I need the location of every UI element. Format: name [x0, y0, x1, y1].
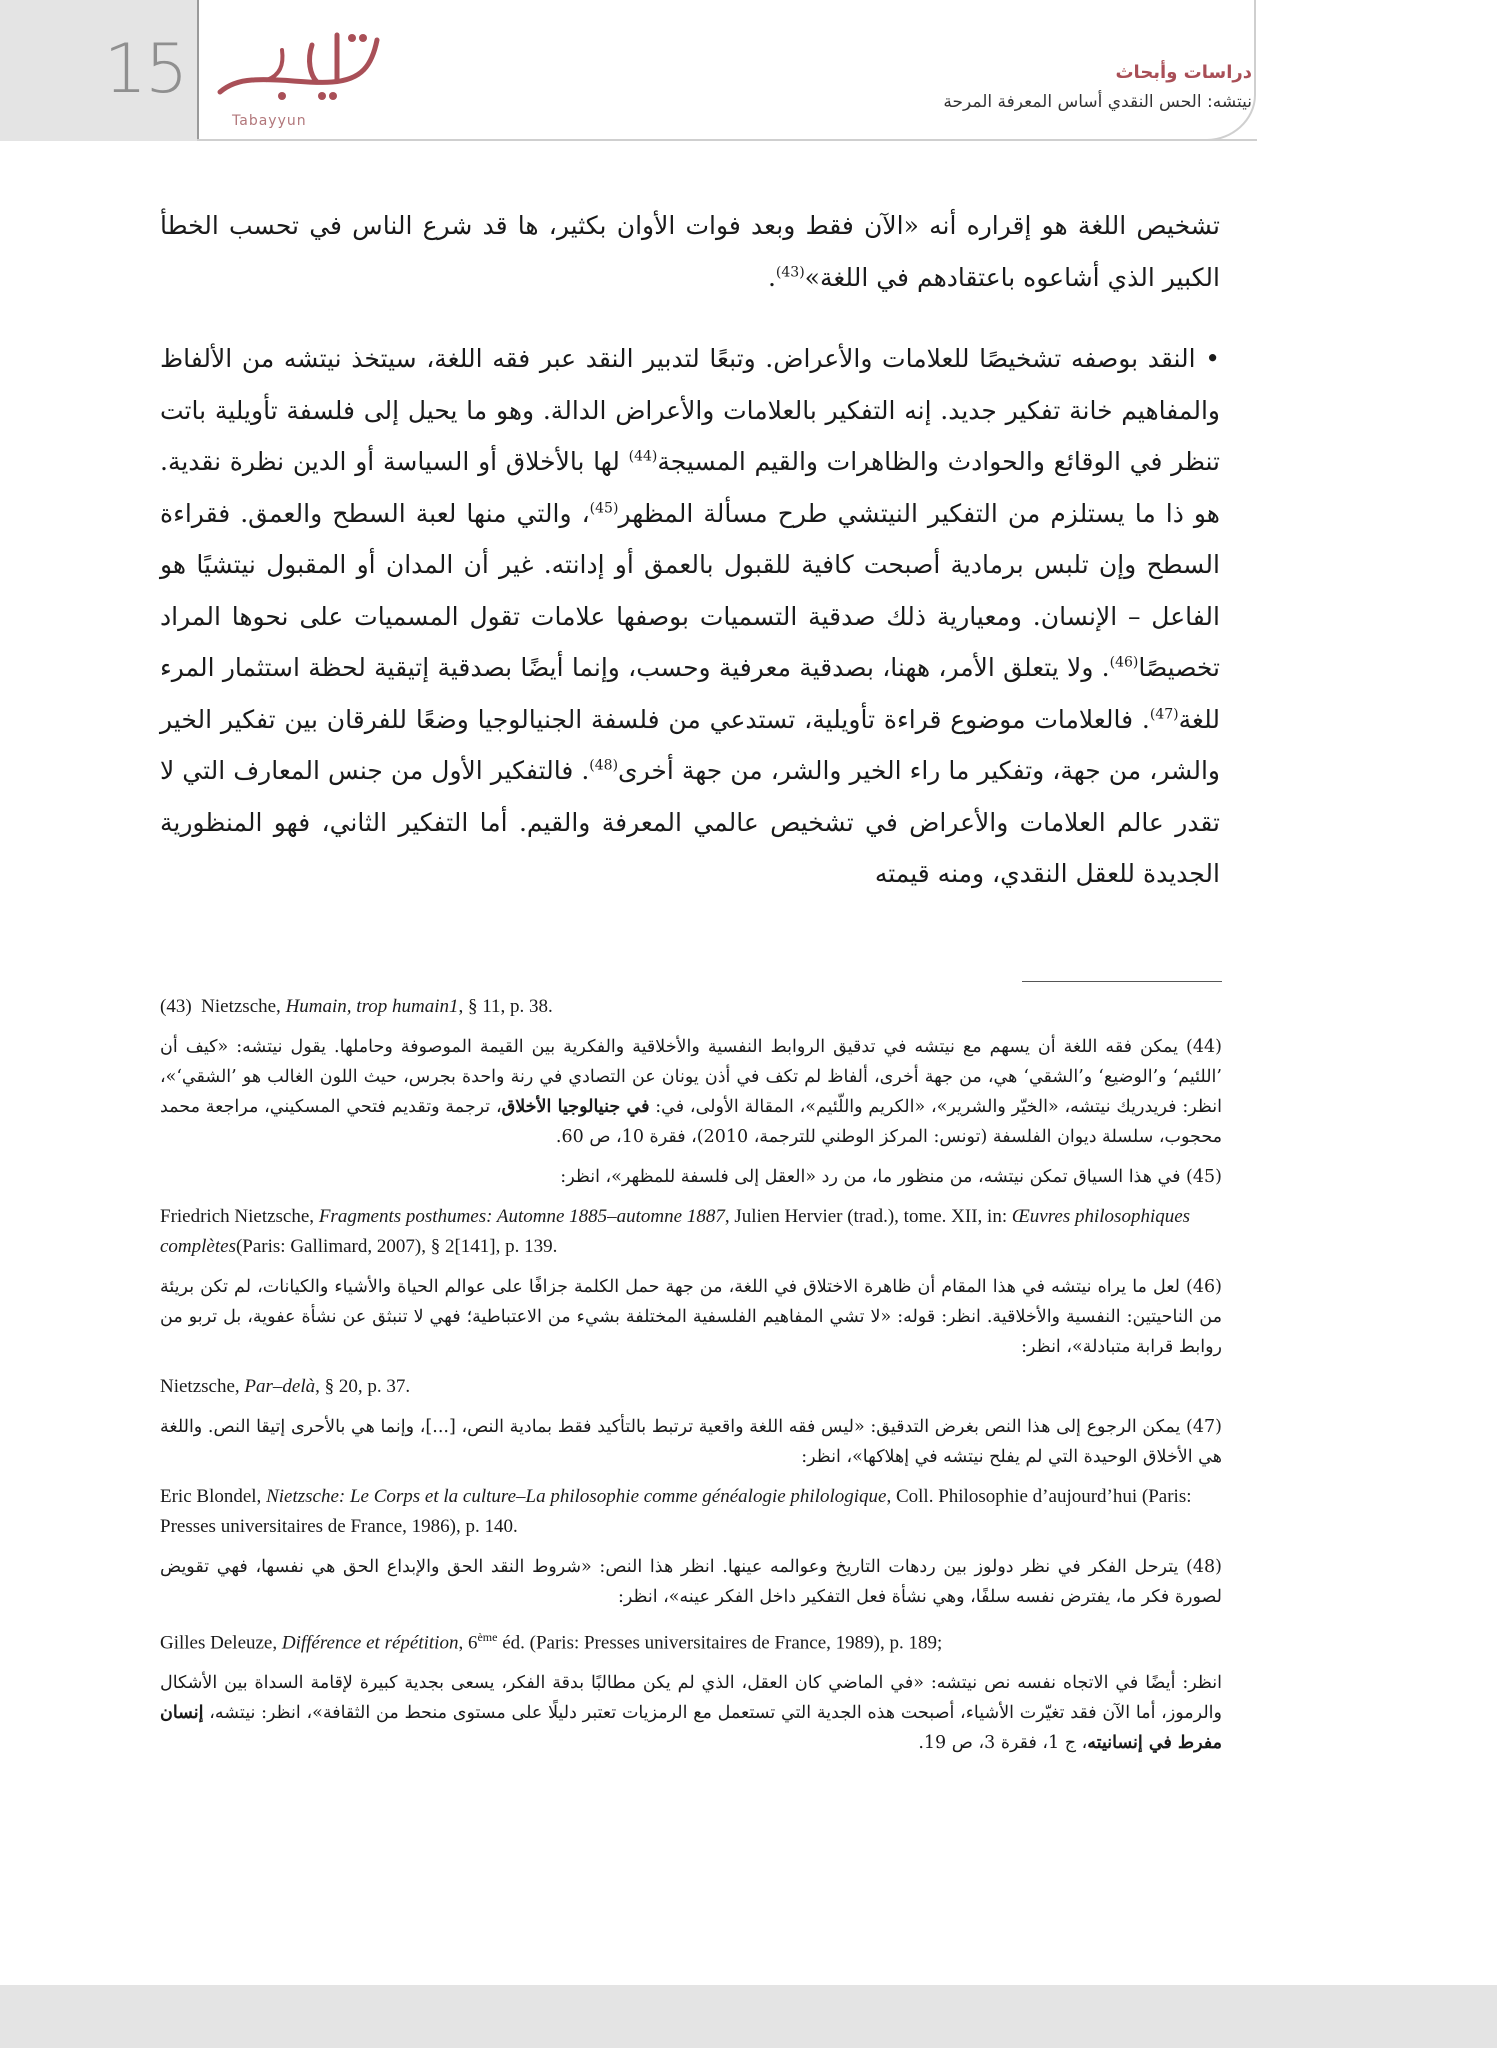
footnote-48-continued	[160, 1668, 1222, 1758]
paragraph-2-text-d: . ولا يتعلق الأمر، ههنا، بصدقية معرفية وحسب، وإنما أيضًا بصدقية إتيقية لحظة استثمار المرء للغة	[160, 653, 1220, 734]
footnote-46-citation	[160, 1372, 1222, 1402]
paragraph-2-text-f: . فالتفكير الأول من جنس المعارف التي لا تقدر عالم العلامات والأعراض في تشخيص عالمي المعرفة والقيم. أما التفكير الثاني، فهو المنظورية الجديدة للعقل النقدي، ومنه قيمته	[160, 756, 1220, 888]
footnote-43-rest: , § 11, p. 38.	[458, 996, 553, 1017]
footnote-47	[160, 1412, 1222, 1472]
footnote-44-book-title: في جنيالوجيا الأخلاق	[501, 1097, 650, 1117]
footnote-ref-47[interactable]: (47)	[1149, 706, 1179, 723]
footnote-48-author: Gilles Deleuze,	[160, 1632, 282, 1654]
footnote-separator	[1022, 981, 1222, 982]
footnote-43-title: Humain, trop humain1	[285, 996, 459, 1017]
footnote-45-mid: , Julien Hervier (trad.), tome. XII, in:	[724, 1206, 1012, 1227]
footnote-45-text: (45) في هذا السياق تمكن نيتشه، من منظور ما، من رد «العقل إلى فلسفة للمظهر»، انظر:	[560, 1167, 1222, 1187]
footnote-46-text: (46) لعل ما يراه نيتشه في هذا المقام أن ظاهرة الاختلاق في اللغة، من جهة حمل الكلمة جزافًا على عوالم الحياة والأشياء والكيانات، لم تكن بريئة من الناحيتين: النفسية والأخلاقية. انظر: قوله: «لا تشي المفاهيم الفلسفية المختلفة بشيء من الاعتباطية؛ فهي لا تنبثق عن نشأة عفوية، بل تربو من روابط قرابة متبادلة»، انظر:	[160, 1277, 1222, 1357]
tabayyun-logo-icon	[212, 20, 387, 115]
footnote-46-author: Nietzsche,	[160, 1376, 245, 1397]
article-running-title: نيتشه: الحس النقدي أساس المعرفة المرحة	[943, 92, 1252, 112]
footnote-48b-rest: ، ج 1، فقرة 3، ص 19.	[918, 1733, 1088, 1754]
footnote-48b-book-title: إنسان مفرط في إنسانيته	[160, 1703, 1222, 1754]
footnote-45-title: Fragments posthumes: Automne 1885–automne 1887	[318, 1206, 725, 1227]
footnote-48-edition-sup: ème	[477, 1630, 498, 1644]
footnote-48-edition: , 6	[458, 1632, 478, 1654]
footnote-47-citation	[160, 1482, 1222, 1542]
footnote-44	[160, 1032, 1222, 1152]
paragraph-2-text-c: ، والتي منها لعبة السطح والعمق. فقراءة السطح وإن تلبس برمادية أصبحت كافية للقبول بالعمق أو إدانته. غير أن المدان أو المقبول نيتشيًا هو الفاعل – الإنسان. ومعيارية ذلك صدقية التسميات بوصفها علامات تقول المسميات على نحوها المراد تخصيصًا	[160, 498, 1220, 682]
footnote-48-text: (48) يترحل الفكر في نظر دولوز بين ردهات التاريخ وعوالمه عينها. انظر هذا النص: «شروط النقد الحق والإبداع الحق هي نفسها، فهي تقويض لصورة فكر ما، يفترض نفسه سلفًا، وهي نشأة فعل التفكير داخل الفكر عينه»، انظر:	[160, 1557, 1222, 1607]
footnote-46	[160, 1272, 1222, 1362]
footnote-43-number: (43)	[160, 996, 192, 1017]
footnote-45-citation	[160, 1202, 1222, 1262]
footnote-ref-43[interactable]: (43)	[775, 264, 805, 281]
footnote-ref-44[interactable]: (44)	[628, 448, 658, 465]
paragraph-2	[160, 333, 1220, 900]
journal-logo	[212, 20, 387, 135]
main-text	[160, 200, 1220, 900]
footnote-ref-46[interactable]: (46)	[1109, 654, 1139, 671]
logo-latin-text: Tabayyun	[232, 113, 307, 129]
footnote-44-text: (44) يمكن فقه اللغة أن يسهم مع نيتشه في تدقيق الروابط النفسية والأخلاقية والفكرية بين القيمة الموصوفة وحاملها. يقول نيتشه: «كيف أن ’اللئيم‘ و’الوضيع‘ و’الشقي‘ هي، من جهة أخرى، ألفاظ لم تكف في أذن يونان عن التصادي في رنة واحدة بجرس، حيث اللون الغالب هو ’الشقي‘»، انظر: فريدريك نيتشه، «الخيّر والشرير»، «الكريم واللّئيم»، المقالة الأولى، في:	[160, 1037, 1222, 1117]
header-divider	[197, 0, 199, 141]
footnote-43-author: Nietzsche,	[201, 996, 286, 1017]
footnote-48b-text: انظر: أيضًا في الاتجاه نفسه نص نيتشه: «في الماضي كان العقل، الذي لم يكن مطالبًا بدقة الفكر، يسعى بجدية كبيرة لإقامة السداة بين الأشكال والرموز، أما الآن فقد تغيّرت الأشياء، أصبحت هذه الجدية التي تستعمل مع الرمزيات تعتبر دليلًا على مستوى منحط من الثقافة»، انظر: نيتشه،	[160, 1673, 1222, 1724]
footnote-ref-45[interactable]: (45)	[589, 500, 619, 517]
footnote-ref-48[interactable]: (48)	[589, 757, 619, 774]
page-number: 15	[103, 30, 187, 109]
footnote-48-title: Différence et répétition	[281, 1632, 459, 1654]
footnote-48-rest: éd. (Paris: Presses universitaires de France, 1989), p. 189;	[497, 1632, 943, 1654]
page-footer-band	[0, 1985, 1497, 2048]
footnote-46-title: Par–delà	[244, 1376, 316, 1397]
footnote-45-series-title: Œuvres philosophiques complètes	[160, 1206, 1191, 1257]
paragraph-1: تشخيص اللغة هو إقراره أنه «الآن فقط وبعد فوات الأوان بكثير، ها قد شرع الناس في تحسب الخطأ الكبير الذي أشاعوه باعتقادهم في اللغة»$^{(43)}$.	[160, 211, 1220, 292]
paragraph-1-text: تشخيص اللغة هو إقراره أنه «الآن فقط وبعد فوات الأوان بكثير، ها قد شرع الناس في تحسب الخطأ الكبير الذي أشاعوه باعتقادهم في اللغة»	[160, 211, 1220, 292]
footnote-48-citation	[160, 1622, 1222, 1658]
footnote-44-rest: ، ترجمة وتقديم فتحي المسكيني، مراجعة محمد محجوب، سلسلة ديوان الفلسفة (تونس: المركز الوطني للترجمة، 2010)، فقرة 10، ص 60.	[160, 1097, 1222, 1147]
footnotes	[160, 992, 1222, 1768]
paragraph-2-text-e: . فالعلامات موضوع قراءة تأويلية، تستدعي من فلسفة الجنيالوجيا وضعًا للفرقان بين تفكير الخير والشر، من جهة، وتفكير ما راء الخير والشر، من جهة أخرى	[160, 704, 1220, 785]
footnote-43	[160, 992, 1222, 1022]
footnote-47-author: Eric Blondel,	[160, 1486, 267, 1507]
section-title: دراسات وأبحاث	[1115, 62, 1252, 83]
footnote-45-rest: (Paris: Gallimard, 2007), § 2[141], p. 139.	[235, 1236, 558, 1257]
footnote-47-text: (47) يمكن الرجوع إلى هذا النص بغرض التدقيق: «ليس فقه اللغة واقعية ترتبط بالتأكيد فقط بمادية النص، [...]، وإنما هي بالأحرى إتيقا النص. واللغة هي الأخلاق الوحيدة التي لم يفلح نيتشه في إهلاكها»، انظر:	[160, 1417, 1222, 1467]
footnote-47-title: Nietzsche: Le Corps et la culture–La philosophie comme généalogie philologique	[266, 1486, 887, 1507]
paragraph-2-text-b: لها بالأخلاق أو السياسة أو الدين نظرة نقدية. هو ذا ما يستلزم من التفكير النيتشي طرح مسألة المظهر	[160, 447, 1220, 528]
footnote-45-author: Friedrich Nietzsche,	[160, 1206, 319, 1227]
footnote-46-rest: , § 20, p. 37.	[315, 1376, 411, 1397]
footnote-47-rest: , Coll. Philosophie d’aujourd’hui (Paris: Presses universitaires de France, 1986), p. 140.	[160, 1486, 1192, 1537]
footnote-45	[160, 1162, 1222, 1192]
paragraph-2-text-a: • النقد بوصفه تشخيصًا للعلامات والأعراض. وتبعًا لتدبير النقد عبر فقه اللغة، سيتخذ نيتشه من الألفاظ والمفاهيم خانة تفكير جديد. إنه التفكير بالعلامات والأعراض الدالة. وهو ما يحيل إلى فلسفة تأويلية باتت تنظر في الوقائع والحوادث والظاهرات والقيم المسيجة	[160, 344, 1220, 476]
header-rule	[197, 139, 1257, 141]
footnote-48	[160, 1552, 1222, 1612]
